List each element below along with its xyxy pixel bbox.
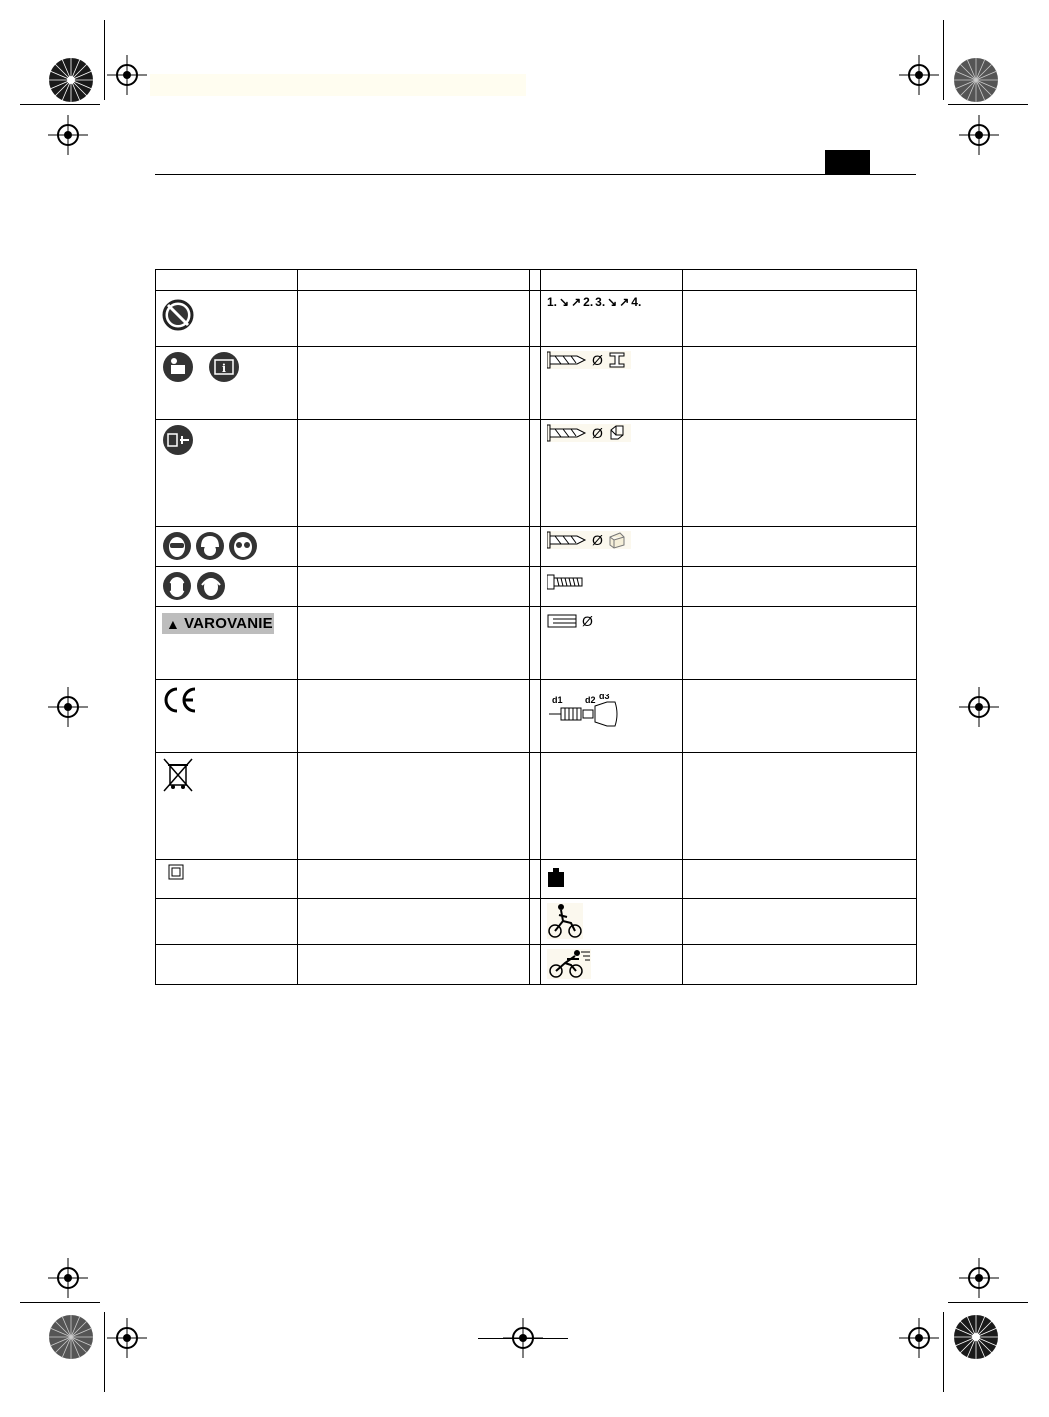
drill-steel-icon — [547, 351, 631, 369]
screwdriver-icon: ↗ — [619, 295, 630, 309]
symbol-cell — [156, 680, 298, 753]
description-cell — [683, 527, 917, 567]
symbol-cell — [541, 860, 683, 899]
crop-line — [948, 1302, 1028, 1303]
spacer-cell — [530, 527, 541, 567]
table-header-cell — [156, 270, 298, 291]
screw-icon — [547, 573, 585, 591]
symbol-cell — [156, 527, 298, 567]
spacer-cell — [530, 607, 541, 680]
symbol-cell — [156, 567, 298, 607]
language-tab — [825, 150, 870, 174]
symbol-cell — [156, 860, 298, 899]
table-row — [156, 899, 917, 945]
starburst-mark-icon — [953, 1314, 999, 1360]
symbol-cell — [541, 567, 683, 607]
spacer-cell — [530, 420, 541, 527]
ear-muffs-icon — [196, 571, 226, 601]
drill-bit-icon — [547, 531, 587, 549]
steel-beam-icon — [608, 351, 626, 369]
table-header-cell — [683, 270, 917, 291]
symbol-cell — [541, 527, 683, 567]
description-cell — [683, 860, 917, 899]
step-label: 4. — [631, 295, 642, 309]
description-cell — [298, 527, 530, 567]
svg-text:i: i — [221, 362, 227, 375]
table-row — [156, 420, 917, 527]
tool-shank-icon — [547, 614, 577, 628]
spacer-cell — [530, 680, 541, 753]
table-row — [156, 291, 917, 347]
crop-line — [20, 104, 100, 105]
symbol-table — [155, 269, 917, 985]
diameter-symbol: Ø — [592, 425, 603, 441]
warning-text: VAROVANIE — [184, 615, 273, 632]
table-row — [156, 680, 917, 753]
header-highlight-band — [150, 74, 526, 96]
starburst-mark-icon — [953, 57, 999, 103]
description-cell — [683, 753, 917, 860]
table-row — [156, 753, 917, 860]
symbol-cell — [156, 899, 298, 945]
registration-mark-icon — [107, 1318, 147, 1358]
table-row — [156, 347, 917, 420]
description-cell — [683, 945, 917, 985]
description-cell — [298, 945, 530, 985]
symbol-cell — [156, 420, 298, 527]
crop-line — [104, 20, 105, 100]
diameter-symbol: Ø — [582, 613, 593, 629]
description-cell — [683, 607, 917, 680]
registration-mark-icon — [48, 1258, 88, 1298]
crop-line — [943, 20, 944, 100]
unplug-icon — [162, 424, 194, 456]
symbol-cell — [156, 945, 298, 985]
symbol-cell — [156, 753, 298, 860]
symbol-cell — [541, 420, 683, 527]
shank-icon — [547, 613, 676, 629]
d3-label: d3 — [599, 694, 610, 701]
table-row — [156, 527, 917, 567]
icon-group — [162, 531, 291, 561]
symbol-cell — [156, 347, 298, 420]
screwdriver-icon: ↘ — [559, 295, 570, 309]
fast-speed-icon — [547, 949, 591, 979]
description-cell — [298, 567, 530, 607]
description-cell — [298, 607, 530, 680]
description-cell — [683, 347, 917, 420]
diameter-symbol: Ø — [592, 532, 603, 548]
table-row — [156, 945, 917, 985]
crop-line — [943, 1312, 944, 1392]
crop-line — [948, 104, 1028, 105]
description-cell — [298, 291, 530, 347]
step-label: 3. — [595, 295, 606, 309]
drill-bit-icon — [547, 351, 587, 369]
ear-protection-icon — [162, 571, 192, 601]
safety-glasses-icon — [228, 531, 258, 561]
description-cell — [298, 860, 530, 899]
icon-group — [162, 351, 291, 383]
symbol-cell — [541, 347, 683, 420]
description-cell — [298, 753, 530, 860]
drill-alu-icon — [547, 424, 631, 442]
table-header-cell — [530, 270, 541, 291]
spacer-cell — [530, 347, 541, 420]
symbol-cell — [541, 291, 683, 347]
description-cell — [683, 420, 917, 527]
aluminium-profile-icon — [608, 424, 626, 442]
spacer-cell — [530, 945, 541, 985]
description-cell — [298, 420, 530, 527]
crop-line — [20, 1302, 100, 1303]
description-cell — [683, 899, 917, 945]
symbol-cell — [541, 753, 683, 860]
symbol-cell — [541, 899, 683, 945]
step-label: 2. — [583, 295, 594, 309]
warning-label — [162, 613, 274, 634]
symbol-cell — [541, 607, 683, 680]
d1-label: d1 — [552, 695, 563, 705]
registration-mark-icon — [48, 687, 88, 727]
description-cell — [683, 680, 917, 753]
screwdriver-icon: ↘ — [607, 295, 618, 309]
symbol-cell — [541, 945, 683, 985]
registration-mark-icon — [959, 1258, 999, 1298]
description-cell — [298, 347, 530, 420]
registration-mark-icon — [899, 1318, 939, 1358]
diameter-symbol: Ø — [592, 352, 603, 368]
table-header-cell — [541, 270, 683, 291]
class-ii-icon — [168, 864, 184, 880]
registration-mark-icon — [899, 55, 939, 95]
no-touch-icon — [162, 299, 194, 331]
header-rule — [155, 174, 916, 175]
starburst-mark-icon — [48, 57, 94, 103]
crop-line — [104, 1312, 105, 1392]
drill-wood-icon — [547, 531, 631, 549]
description-cell — [298, 680, 530, 753]
registration-mark-icon — [959, 115, 999, 155]
weight-icon — [547, 868, 565, 888]
table-row — [156, 607, 917, 680]
description-cell — [683, 567, 917, 607]
ce-mark-icon — [162, 686, 198, 714]
description-cell — [298, 899, 530, 945]
warning-triangle-icon: ▲ — [166, 615, 181, 632]
wood-icon — [608, 531, 626, 549]
table-row — [156, 860, 917, 899]
spacer-cell — [530, 753, 541, 860]
face-shield-icon — [162, 531, 192, 561]
registration-mark-icon — [48, 115, 88, 155]
starburst-mark-icon — [48, 1314, 94, 1360]
registration-mark-icon — [959, 687, 999, 727]
registration-mark-icon — [107, 55, 147, 95]
symbol-cell — [156, 607, 298, 680]
step-label: 1. — [547, 295, 558, 309]
manual-info-icon — [208, 351, 240, 383]
spacer-cell — [530, 291, 541, 347]
table-header-row — [156, 270, 917, 291]
slow-speed-icon — [547, 903, 583, 939]
drill-bit-icon — [547, 424, 587, 442]
crop-line — [478, 1338, 568, 1339]
weee-bin-icon — [162, 757, 194, 793]
spacer-cell — [530, 899, 541, 945]
screw-steps-icon — [547, 295, 676, 309]
symbol-cell — [156, 291, 298, 347]
description-cell — [683, 291, 917, 347]
chuck-diameters-icon — [547, 694, 627, 730]
read-manual-icon — [162, 351, 194, 383]
icon-group — [162, 571, 291, 601]
spacer-cell — [530, 567, 541, 607]
d2-label: d2 — [585, 695, 596, 705]
screwdriver-icon: ↗ — [571, 295, 582, 309]
helmet-icon — [195, 531, 225, 561]
table-header-cell — [298, 270, 530, 291]
spacer-cell — [530, 860, 541, 899]
table-row — [156, 567, 917, 607]
symbol-cell — [541, 680, 683, 753]
